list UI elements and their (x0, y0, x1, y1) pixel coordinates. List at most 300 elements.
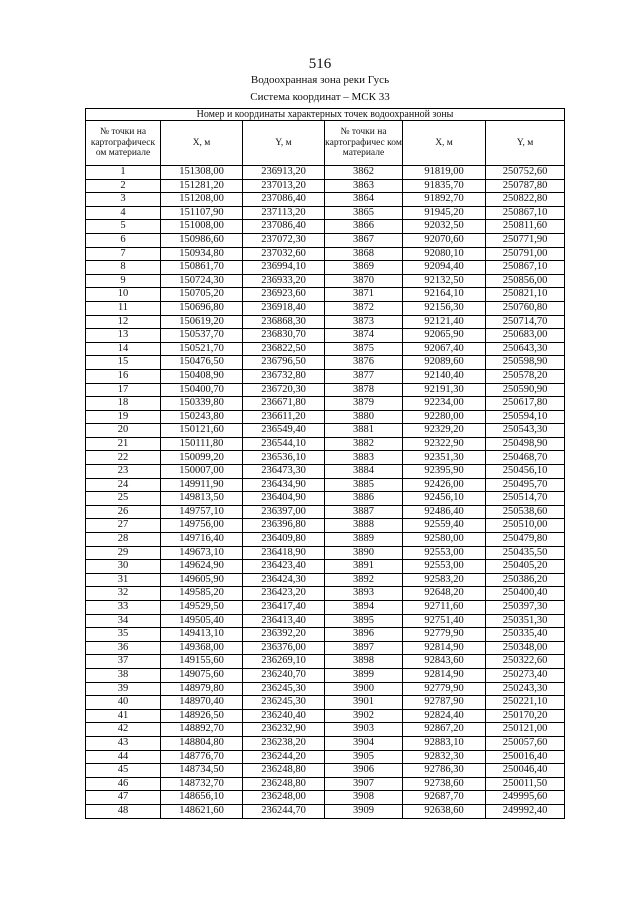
x-coordinate-cell: 92164,10 (403, 288, 486, 302)
table-row (86, 206, 565, 220)
y-coordinate-cell: 250348,00 (486, 641, 565, 655)
table-row (86, 451, 565, 465)
y-coordinate-cell: 237086,40 (243, 193, 325, 207)
y-coordinate-cell: 236392,20 (243, 628, 325, 642)
y-coordinate-cell: 236417,40 (243, 601, 325, 615)
point-number-cell: 25 (86, 492, 161, 506)
x-coordinate-cell: 149757,10 (161, 505, 243, 519)
point-number-cell: 32 (86, 587, 161, 601)
point-number-cell: 15 (86, 356, 161, 370)
table-row (86, 804, 565, 818)
x-coordinate-cell: 92080,10 (403, 247, 486, 261)
table-row (86, 601, 565, 615)
y-coordinate-cell: 236248,80 (243, 764, 325, 778)
coordinate-system-caption: Система координат – МСК 33 (250, 91, 390, 103)
point-number-cell: 18 (86, 397, 161, 411)
point-number-cell: 34 (86, 614, 161, 628)
x-coordinate-cell: 92553,00 (403, 546, 486, 560)
y-coordinate-cell: 250514,70 (486, 492, 565, 506)
table-row (86, 397, 565, 411)
y-coordinate-cell: 236830,70 (243, 329, 325, 343)
table-row (86, 342, 565, 356)
point-number-cell: 45 (86, 764, 161, 778)
table-row (86, 533, 565, 547)
point-number-cell: 3895 (325, 614, 403, 628)
point-number-cell: 3886 (325, 492, 403, 506)
column-header-point-number: № точки на картографическ ом материале (86, 121, 161, 166)
x-coordinate-cell: 91835,70 (403, 179, 486, 193)
point-number-cell: 2 (86, 179, 161, 193)
point-number-cell: 48 (86, 804, 161, 818)
x-coordinate-cell: 150121,60 (161, 424, 243, 438)
point-number-cell: 33 (86, 601, 161, 615)
point-number-cell: 11 (86, 301, 161, 315)
point-number-cell: 24 (86, 478, 161, 492)
y-coordinate-cell: 236396,80 (243, 519, 325, 533)
x-coordinate-cell: 149529,50 (161, 601, 243, 615)
y-coordinate-cell: 250683,00 (486, 329, 565, 343)
x-coordinate-cell: 149368,00 (161, 641, 243, 655)
x-coordinate-cell: 149813,50 (161, 492, 243, 506)
y-coordinate-cell: 250538,60 (486, 505, 565, 519)
point-number-cell: 7 (86, 247, 161, 261)
point-number-cell: 35 (86, 628, 161, 642)
y-coordinate-cell: 250016,40 (486, 750, 565, 764)
table-row (86, 193, 565, 207)
y-coordinate-cell: 250590,90 (486, 383, 565, 397)
x-coordinate-cell: 92867,20 (403, 723, 486, 737)
x-coordinate-cell: 148979,80 (161, 682, 243, 696)
y-coordinate-cell: 250400,40 (486, 587, 565, 601)
x-coordinate-cell: 92121,40 (403, 315, 486, 329)
y-coordinate-cell: 236244,70 (243, 804, 325, 818)
point-number-cell: 13 (86, 329, 161, 343)
point-number-cell: 3888 (325, 519, 403, 533)
y-coordinate-cell: 250822,80 (486, 193, 565, 207)
document-title: Водоохранная зона реки Гусь (250, 74, 390, 86)
point-number-cell: 42 (86, 723, 161, 737)
x-coordinate-cell: 149673,10 (161, 546, 243, 560)
table-row (86, 301, 565, 315)
point-number-cell: 16 (86, 369, 161, 383)
y-coordinate-cell: 250787,80 (486, 179, 565, 193)
x-coordinate-cell: 91892,70 (403, 193, 486, 207)
x-coordinate-cell: 92094,40 (403, 261, 486, 275)
point-number-cell: 3 (86, 193, 161, 207)
x-coordinate-cell: 92786,30 (403, 764, 486, 778)
y-coordinate-cell: 250046,40 (486, 764, 565, 778)
point-number-cell: 3906 (325, 764, 403, 778)
y-coordinate-cell: 250170,20 (486, 709, 565, 723)
point-number-cell: 3897 (325, 641, 403, 655)
point-number-cell: 44 (86, 750, 161, 764)
x-coordinate-cell: 148621,60 (161, 804, 243, 818)
point-number-cell: 3898 (325, 655, 403, 669)
point-number-cell: 37 (86, 655, 161, 669)
table-row (86, 519, 565, 533)
point-number-cell: 3878 (325, 383, 403, 397)
y-coordinate-cell: 250273,40 (486, 668, 565, 682)
y-coordinate-cell: 250498,90 (486, 437, 565, 451)
point-number-cell: 3877 (325, 369, 403, 383)
x-coordinate-cell: 92089,60 (403, 356, 486, 370)
table-row (86, 274, 565, 288)
table-row (86, 166, 565, 180)
point-number-cell: 3864 (325, 193, 403, 207)
point-number-cell: 3903 (325, 723, 403, 737)
point-number-cell: 9 (86, 274, 161, 288)
y-coordinate-cell: 236248,00 (243, 791, 325, 805)
x-coordinate-cell: 150099,20 (161, 451, 243, 465)
y-coordinate-cell: 237113,20 (243, 206, 325, 220)
point-number-cell: 3889 (325, 533, 403, 547)
point-number-cell: 3891 (325, 560, 403, 574)
table-row (86, 750, 565, 764)
y-coordinate-cell: 250752,60 (486, 166, 565, 180)
x-coordinate-cell: 150724,30 (161, 274, 243, 288)
point-number-cell: 3882 (325, 437, 403, 451)
table-row (86, 505, 565, 519)
point-number-cell: 3868 (325, 247, 403, 261)
point-number-cell: 3883 (325, 451, 403, 465)
point-number-cell: 3894 (325, 601, 403, 615)
x-coordinate-cell: 149605,90 (161, 573, 243, 587)
point-number-cell: 3869 (325, 261, 403, 275)
y-coordinate-cell: 250714,70 (486, 315, 565, 329)
x-coordinate-cell: 92779,90 (403, 628, 486, 642)
y-coordinate-cell: 250351,30 (486, 614, 565, 628)
point-number-cell: 28 (86, 533, 161, 547)
y-coordinate-cell: 236245,30 (243, 696, 325, 710)
column-header-x: X, м (403, 121, 486, 166)
table-row (86, 247, 565, 261)
y-coordinate-cell: 250643,30 (486, 342, 565, 356)
x-coordinate-cell: 92234,00 (403, 397, 486, 411)
y-coordinate-cell: 249995,60 (486, 791, 565, 805)
x-coordinate-cell: 149756,00 (161, 519, 243, 533)
table-row (86, 723, 565, 737)
point-number-cell: 3893 (325, 587, 403, 601)
x-coordinate-cell: 92814,90 (403, 668, 486, 682)
point-number-cell: 3905 (325, 750, 403, 764)
table-row (86, 709, 565, 723)
table-row (86, 777, 565, 791)
y-coordinate-cell: 236248,80 (243, 777, 325, 791)
y-coordinate-cell: 236413,40 (243, 614, 325, 628)
x-coordinate-cell: 92559,40 (403, 519, 486, 533)
table-row (86, 614, 565, 628)
y-coordinate-cell: 236933,20 (243, 274, 325, 288)
x-coordinate-cell: 150111,80 (161, 437, 243, 451)
x-coordinate-cell: 148776,70 (161, 750, 243, 764)
x-coordinate-cell: 150537,70 (161, 329, 243, 343)
x-coordinate-cell: 151308,00 (161, 166, 243, 180)
x-coordinate-cell: 150476,50 (161, 356, 243, 370)
point-number-cell: 26 (86, 505, 161, 519)
x-coordinate-cell: 150861,70 (161, 261, 243, 275)
x-coordinate-cell: 148656,10 (161, 791, 243, 805)
point-number-cell: 36 (86, 641, 161, 655)
y-coordinate-cell: 237032,60 (243, 247, 325, 261)
column-header-point-number: № точки на картографичес ком материале (325, 121, 403, 166)
y-coordinate-cell: 237072,30 (243, 233, 325, 247)
y-coordinate-cell: 236913,20 (243, 166, 325, 180)
x-coordinate-cell: 92426,00 (403, 478, 486, 492)
point-number-cell: 3867 (325, 233, 403, 247)
x-coordinate-cell: 151281,20 (161, 179, 243, 193)
y-coordinate-cell: 236671,80 (243, 397, 325, 411)
y-coordinate-cell: 236720,30 (243, 383, 325, 397)
y-coordinate-cell: 236918,40 (243, 301, 325, 315)
x-coordinate-cell: 148892,70 (161, 723, 243, 737)
x-coordinate-cell: 91945,20 (403, 206, 486, 220)
x-coordinate-cell: 150696,80 (161, 301, 243, 315)
point-number-cell: 47 (86, 791, 161, 805)
table-row (86, 261, 565, 275)
x-coordinate-cell: 92824,40 (403, 709, 486, 723)
y-coordinate-cell: 236240,70 (243, 668, 325, 682)
point-number-cell: 3909 (325, 804, 403, 818)
table-row (86, 587, 565, 601)
table-row (86, 696, 565, 710)
y-coordinate-cell: 236376,00 (243, 641, 325, 655)
x-coordinate-cell: 92580,00 (403, 533, 486, 547)
y-coordinate-cell: 236868,30 (243, 315, 325, 329)
y-coordinate-cell: 250510,00 (486, 519, 565, 533)
point-number-cell: 3901 (325, 696, 403, 710)
y-coordinate-cell: 236549,40 (243, 424, 325, 438)
x-coordinate-cell: 92156,30 (403, 301, 486, 315)
point-number-cell: 39 (86, 682, 161, 696)
column-header-y: Y, м (486, 121, 565, 166)
y-coordinate-cell: 236240,40 (243, 709, 325, 723)
y-coordinate-cell: 236923,60 (243, 288, 325, 302)
point-number-cell: 3870 (325, 274, 403, 288)
y-coordinate-cell: 250543,30 (486, 424, 565, 438)
x-coordinate-cell: 92140,40 (403, 369, 486, 383)
point-number-cell: 3896 (325, 628, 403, 642)
y-coordinate-cell: 250791,00 (486, 247, 565, 261)
y-coordinate-cell: 236423,40 (243, 560, 325, 574)
y-coordinate-cell: 250578,20 (486, 369, 565, 383)
y-coordinate-cell: 236244,20 (243, 750, 325, 764)
point-number-cell: 46 (86, 777, 161, 791)
y-coordinate-cell: 250821,10 (486, 288, 565, 302)
point-number-cell: 3902 (325, 709, 403, 723)
x-coordinate-cell: 148970,40 (161, 696, 243, 710)
table-row (86, 682, 565, 696)
y-coordinate-cell: 250771,90 (486, 233, 565, 247)
point-number-cell: 31 (86, 573, 161, 587)
y-coordinate-cell: 236404,90 (243, 492, 325, 506)
point-number-cell: 3876 (325, 356, 403, 370)
x-coordinate-cell: 92553,00 (403, 560, 486, 574)
x-coordinate-cell: 92814,90 (403, 641, 486, 655)
table-row (86, 791, 565, 805)
y-coordinate-cell: 250867,10 (486, 261, 565, 275)
x-coordinate-cell: 148732,70 (161, 777, 243, 791)
table-row (86, 329, 565, 343)
y-coordinate-cell: 236238,20 (243, 736, 325, 750)
x-coordinate-cell: 92456,10 (403, 492, 486, 506)
x-coordinate-cell: 149624,90 (161, 560, 243, 574)
y-coordinate-cell: 250760,80 (486, 301, 565, 315)
x-coordinate-cell: 149716,40 (161, 533, 243, 547)
x-coordinate-cell: 92486,40 (403, 505, 486, 519)
x-coordinate-cell: 150243,80 (161, 410, 243, 424)
point-number-cell: 3866 (325, 220, 403, 234)
point-number-cell: 3885 (325, 478, 403, 492)
point-number-cell: 3887 (325, 505, 403, 519)
x-coordinate-cell: 92843,60 (403, 655, 486, 669)
point-number-cell: 3871 (325, 288, 403, 302)
x-coordinate-cell: 92711,60 (403, 601, 486, 615)
y-coordinate-cell: 236822,50 (243, 342, 325, 356)
y-coordinate-cell: 236611,20 (243, 410, 325, 424)
y-coordinate-cell: 236409,80 (243, 533, 325, 547)
x-coordinate-cell: 92395,90 (403, 465, 486, 479)
x-coordinate-cell: 150400,70 (161, 383, 243, 397)
x-coordinate-cell: 92832,30 (403, 750, 486, 764)
table-row (86, 641, 565, 655)
point-number-cell: 38 (86, 668, 161, 682)
y-coordinate-cell: 250479,80 (486, 533, 565, 547)
x-coordinate-cell: 148926,50 (161, 709, 243, 723)
point-number-cell: 21 (86, 437, 161, 451)
y-coordinate-cell: 250405,20 (486, 560, 565, 574)
point-number-cell: 6 (86, 233, 161, 247)
point-number-cell: 1 (86, 166, 161, 180)
point-number-cell: 12 (86, 315, 161, 329)
point-number-cell: 43 (86, 736, 161, 750)
x-coordinate-cell: 92032,50 (403, 220, 486, 234)
point-number-cell: 3879 (325, 397, 403, 411)
table-row (86, 628, 565, 642)
x-coordinate-cell: 92322,90 (403, 437, 486, 451)
x-coordinate-cell: 92070,60 (403, 233, 486, 247)
point-number-cell: 5 (86, 220, 161, 234)
x-coordinate-cell: 149911,90 (161, 478, 243, 492)
y-coordinate-cell: 236994,10 (243, 261, 325, 275)
y-coordinate-cell: 250386,20 (486, 573, 565, 587)
y-coordinate-cell: 250598,90 (486, 356, 565, 370)
table-row (86, 369, 565, 383)
x-coordinate-cell: 149505,40 (161, 614, 243, 628)
point-number-cell: 41 (86, 709, 161, 723)
point-number-cell: 17 (86, 383, 161, 397)
y-coordinate-cell: 236397,00 (243, 505, 325, 519)
y-coordinate-cell: 250617,80 (486, 397, 565, 411)
coordinates-table (85, 108, 565, 819)
table-row (86, 655, 565, 669)
column-header-y: Y, м (243, 121, 325, 166)
y-coordinate-cell: 250456,10 (486, 465, 565, 479)
x-coordinate-cell: 92638,60 (403, 804, 486, 818)
y-coordinate-cell: 236796,50 (243, 356, 325, 370)
point-number-cell: 19 (86, 410, 161, 424)
point-number-cell: 3873 (325, 315, 403, 329)
point-number-cell: 27 (86, 519, 161, 533)
table-row (86, 424, 565, 438)
y-coordinate-cell: 250435,50 (486, 546, 565, 560)
column-header-x: X, м (161, 121, 243, 166)
point-number-cell: 3892 (325, 573, 403, 587)
y-coordinate-cell: 250594,10 (486, 410, 565, 424)
x-coordinate-cell: 150934,80 (161, 247, 243, 261)
y-coordinate-cell: 236544,10 (243, 437, 325, 451)
point-number-cell: 3865 (325, 206, 403, 220)
y-coordinate-cell: 236245,30 (243, 682, 325, 696)
point-number-cell: 3881 (325, 424, 403, 438)
point-number-cell: 8 (86, 261, 161, 275)
point-number-cell: 3908 (325, 791, 403, 805)
point-number-cell: 3890 (325, 546, 403, 560)
x-coordinate-cell: 92067,40 (403, 342, 486, 356)
table-row (86, 492, 565, 506)
x-coordinate-cell: 149585,20 (161, 587, 243, 601)
point-number-cell: 3884 (325, 465, 403, 479)
point-number-cell: 20 (86, 424, 161, 438)
point-number-cell: 40 (86, 696, 161, 710)
x-coordinate-cell: 92883,10 (403, 736, 486, 750)
y-coordinate-cell: 236424,30 (243, 573, 325, 587)
x-coordinate-cell: 92132,50 (403, 274, 486, 288)
y-coordinate-cell: 237086,40 (243, 220, 325, 234)
y-coordinate-cell: 236418,90 (243, 546, 325, 560)
x-coordinate-cell: 149413,10 (161, 628, 243, 642)
point-number-cell: 3863 (325, 179, 403, 193)
point-number-cell: 30 (86, 560, 161, 574)
page-number: 516 (308, 56, 332, 72)
point-number-cell: 3875 (325, 342, 403, 356)
x-coordinate-cell: 92065,90 (403, 329, 486, 343)
y-coordinate-cell: 250243,30 (486, 682, 565, 696)
point-number-cell: 23 (86, 465, 161, 479)
x-coordinate-cell: 150705,20 (161, 288, 243, 302)
y-coordinate-cell: 250221,10 (486, 696, 565, 710)
point-number-cell: 29 (86, 546, 161, 560)
point-number-cell: 22 (86, 451, 161, 465)
y-coordinate-cell: 236732,80 (243, 369, 325, 383)
table-row (86, 736, 565, 750)
x-coordinate-cell: 150339,80 (161, 397, 243, 411)
table-row (86, 315, 565, 329)
y-coordinate-cell: 237013,20 (243, 179, 325, 193)
x-coordinate-cell: 92191,30 (403, 383, 486, 397)
y-coordinate-cell: 250495,70 (486, 478, 565, 492)
y-coordinate-cell: 250121,00 (486, 723, 565, 737)
x-coordinate-cell: 92751,40 (403, 614, 486, 628)
point-number-cell: 14 (86, 342, 161, 356)
table-row (86, 288, 565, 302)
table-row (86, 573, 565, 587)
y-coordinate-cell: 250335,40 (486, 628, 565, 642)
point-number-cell: 3880 (325, 410, 403, 424)
x-coordinate-cell: 150619,20 (161, 315, 243, 329)
y-coordinate-cell: 250856,00 (486, 274, 565, 288)
y-coordinate-cell: 236536,10 (243, 451, 325, 465)
x-coordinate-cell: 92779,90 (403, 682, 486, 696)
table-body (86, 166, 565, 819)
x-coordinate-cell: 149075,60 (161, 668, 243, 682)
table-row (86, 668, 565, 682)
x-coordinate-cell: 150007,00 (161, 465, 243, 479)
y-coordinate-cell: 250397,30 (486, 601, 565, 615)
x-coordinate-cell: 150408,90 (161, 369, 243, 383)
x-coordinate-cell: 151008,00 (161, 220, 243, 234)
x-coordinate-cell: 92687,70 (403, 791, 486, 805)
table-row (86, 465, 565, 479)
